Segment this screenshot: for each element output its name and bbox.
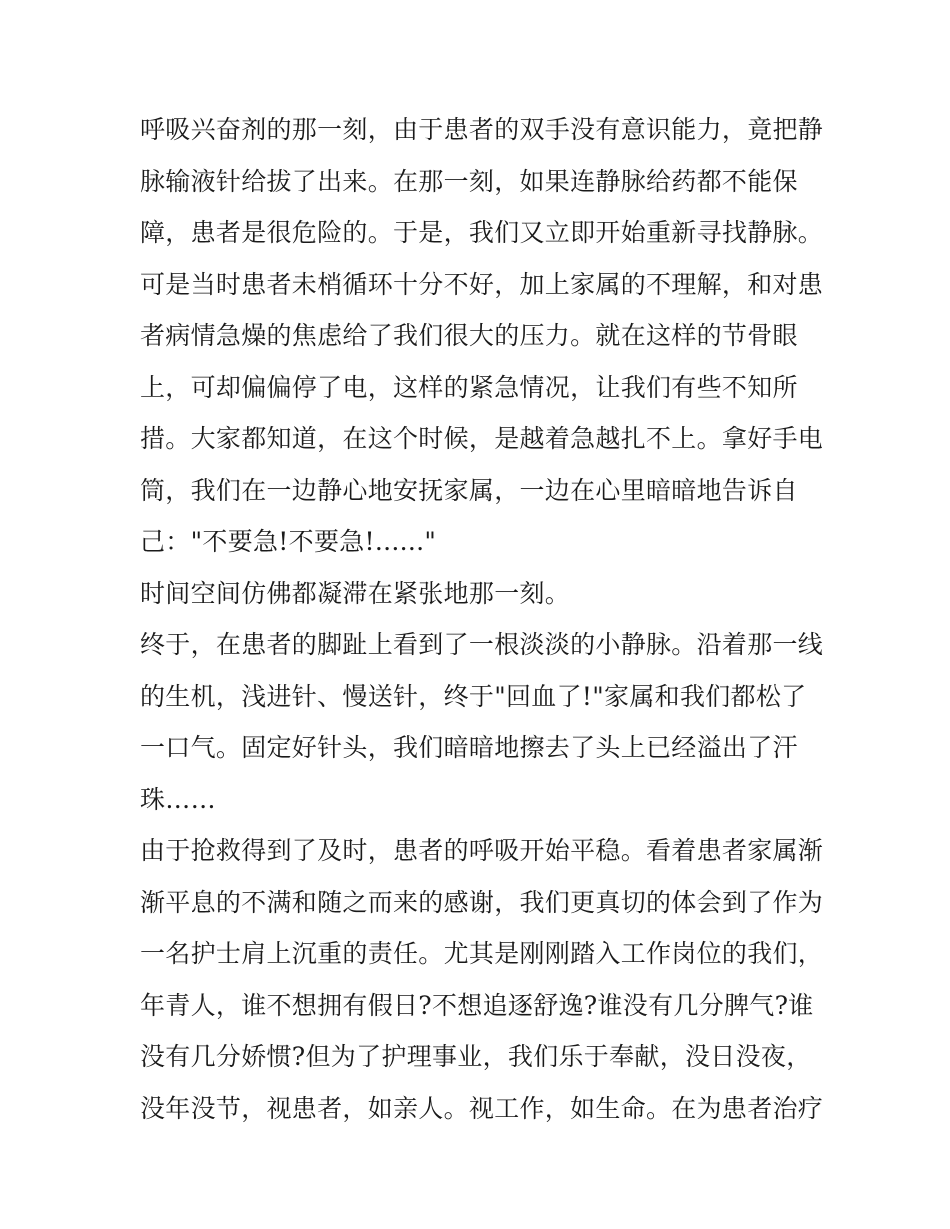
text-line: 一名护士肩上沉重的责任。尤其是刚刚踏入工作岗位的我们， xyxy=(140,939,824,968)
text-line: 障，患者是很危险的。于是，我们又立即开始重新寻找静脉。 xyxy=(140,218,824,247)
text-line: 年青人，谁不想拥有假日?不想追逐舒逸?谁没有几分脾气?谁 xyxy=(140,990,814,1020)
text-line: 由于抢救得到了及时，患者的呼吸开始平稳。看着患者家属渐 xyxy=(140,836,824,865)
text-line: 者病情急燥的焦虑给了我们很大的压力。就在这样的节骨眼 xyxy=(140,321,798,350)
text-line: 脉输液针给拔了出来。在那一刻，如果连静脉给药都不能保 xyxy=(140,166,798,196)
text-line: 筒，我们在一边静心地安抚家属，一边在心里暗暗地告诉自 xyxy=(140,475,798,505)
text-line: 没有几分娇惯?但为了护理事业，我们乐于奉献，没日没夜， xyxy=(140,1042,812,1071)
text-line: 上，可却偏偏停了电，这样的紧急情况，让我们有些不知所 xyxy=(140,372,798,402)
text-line: 终于，在患者的脚趾上看到了一根淡淡的小静脉。沿着那一线 xyxy=(140,630,824,659)
text-line: 渐平息的不满和随之而来的感谢，我们更真切的体会到了作为 xyxy=(140,887,824,917)
text-line: 呼吸兴奋剂的那一刻，由于患者的双手没有意识能力，竟把静 xyxy=(140,115,824,144)
text-line: 措。大家都知道，在这个时候，是越着急越扎不上。拿好手电 xyxy=(140,424,824,453)
text-line: 的生机，浅进针、慢送针，终于"回血了!"家属和我们都松了 xyxy=(140,681,807,711)
text-line: 没年没节，视患者，如亲人。视工作，如生命。在为患者治疗 xyxy=(140,1093,824,1123)
text-line: 时间空间仿佛都凝滞在紧张地那一刻。 xyxy=(140,578,571,608)
text-line: 珠…… xyxy=(140,784,216,814)
text-line: 一口气。固定好针头，我们暗暗地擦去了头上已经溢出了汗 xyxy=(140,733,798,762)
text-line: 己："不要急!不要急!......" xyxy=(140,527,437,556)
document-body xyxy=(140,104,830,1134)
text-line: 可是当时患者未梢循环十分不好，加上家属的不理解，和对患 xyxy=(140,269,824,299)
